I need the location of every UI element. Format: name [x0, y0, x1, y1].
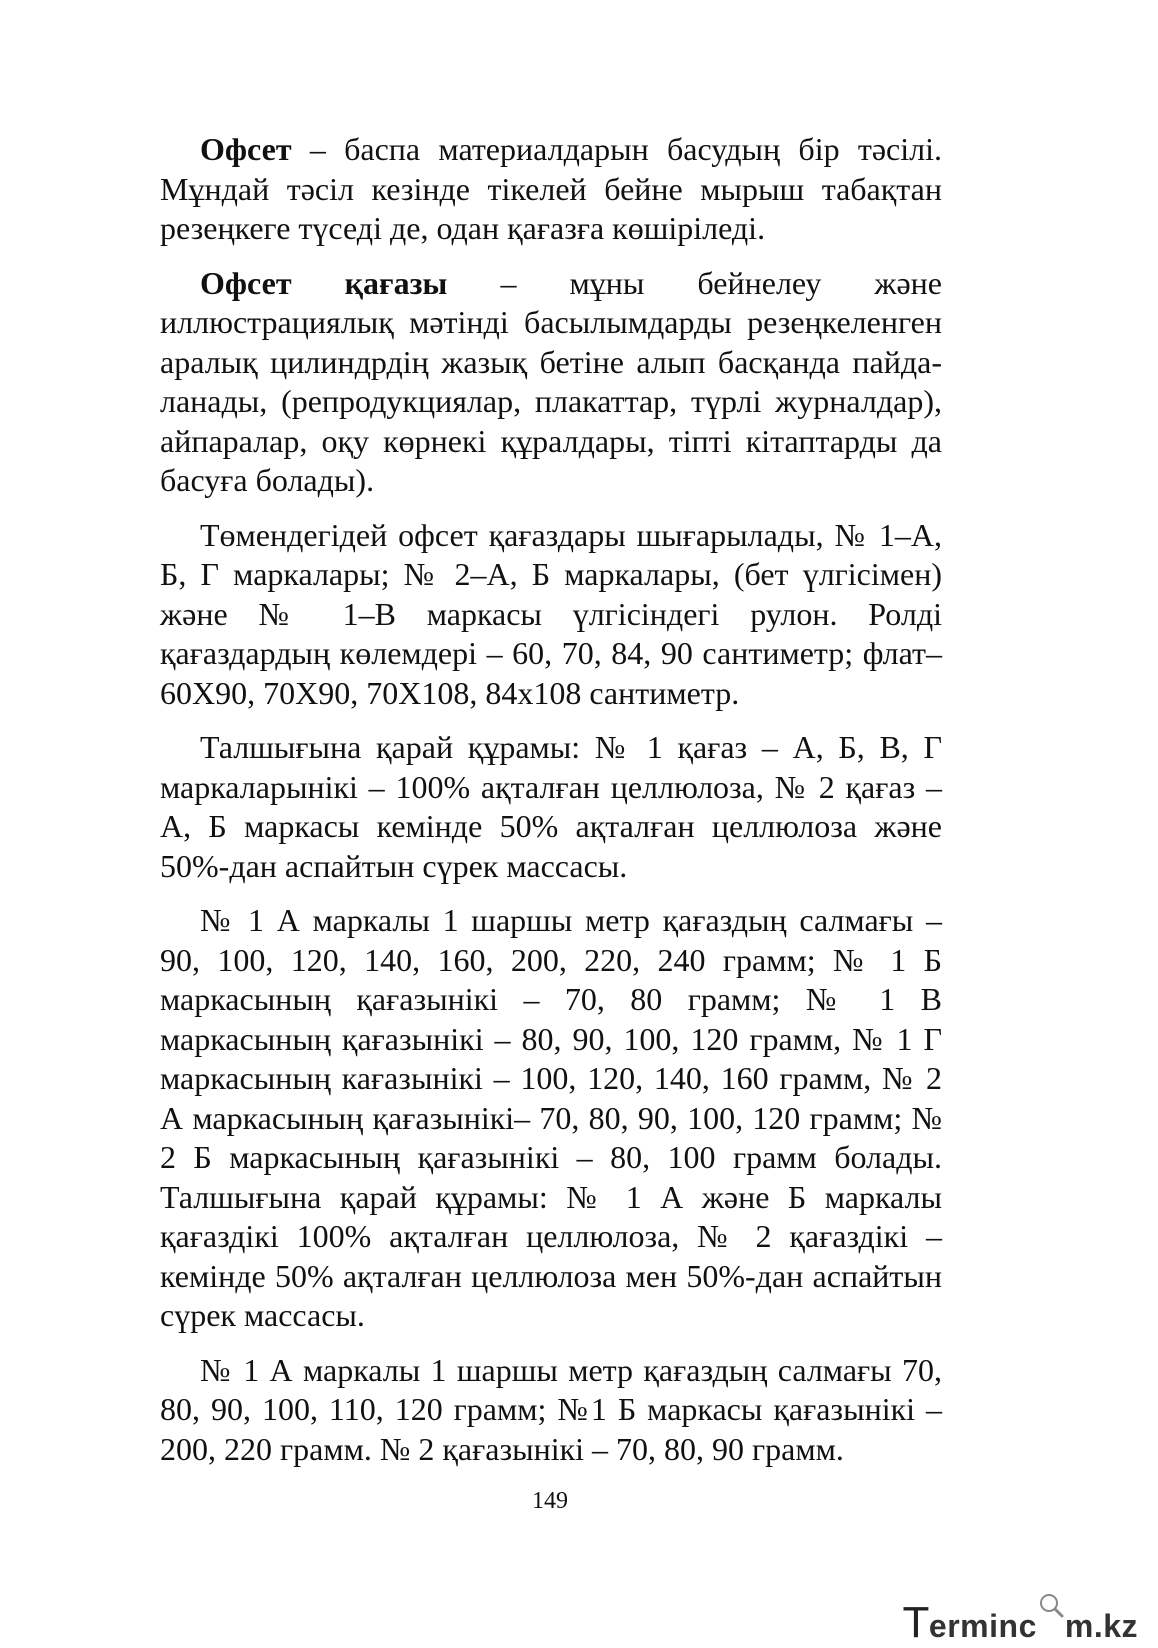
watermark-prefix: T: [902, 1598, 930, 1647]
paragraph-fiber-composition: [160, 728, 942, 886]
paragraph-paper-weights: [160, 901, 942, 1336]
paragraph-text: – мұны бейнелеу және иллюстрациялық мәтінді басылымдарды резеңкеленген аралық цилиндрдің жазық бетіне алып басқанда пайдаланады, (репродукциялар, плакаттар, түрлі журналдар), айпаралар, оқу көрнекі құралдары, тіпті кітаптарды да басуға болады).: [160, 264, 942, 498]
page-body: [160, 130, 942, 1484]
page-number: 149: [532, 1488, 568, 1514]
paragraph-offset: [160, 130, 942, 249]
watermark-middle: erminc: [928, 1608, 1037, 1644]
paragraph-paper-weights-2: [160, 1351, 942, 1470]
term-heading: Офсет: [200, 131, 292, 167]
term-heading: Офсет қағазы: [200, 264, 448, 301]
watermark-suffix: m.kz: [1064, 1608, 1138, 1644]
paragraph-text: № 1 А маркалы 1 шаршы метр қағаздың салмағы 70, 80, 90, 100, 110, 120 грамм; №1 Б маркасы қағазынікі – 200, 220 грамм. № 2 қағазынікі – 70, 80, 90 грамм.: [160, 1351, 942, 1467]
paragraph-text: Талшығына қарай құрамы: № 1 қағаз – А, Б, В, Г маркаларынікі – 100% ақталған целлюлоза, № 2 қағаз – А, Б маркасы кемінде 50% ақталған целлюлоза және 50%-дан аспайтын сүрек массасы.: [160, 729, 942, 884]
paragraph-text: Төмендегідей офсет қағаздары шығарылады, № 1–А, Б, Г маркалары; № 2–А, Б маркалары, (бет үлгісімен) және № 1–В маркасы үлгісіндегі рулон. Ролді қағаздардың көлемдері – 60, 70, 84, 90 сантиметр; флат– 60Х90, 70Х90, 70Х108, 84х108 сантиметр.: [160, 516, 942, 711]
paragraph-paper-types: [160, 516, 942, 714]
paragraph-offset-paper: [160, 264, 942, 501]
paragraph-text: – баспа материалдарын басудың бір тәсілі. Мұндай тәсіл кезінде тікелей бейне мырыш табақтан резеңкеге түседі де, одан қағазға көшіріледі.: [160, 131, 942, 246]
paragraph-text: № 1 А маркалы 1 шаршы метр қағаздың салмағы – 90, 100, 120, 140, 160, 200, 220, 240 грамм; № 1 Б маркасының қағазынікі – 70, 80 грамм; № 1 В маркасының қағазынікі – 80, 90, 100, 120 грамм, № 1 Г маркасының кағазынікі – 100, 120, 140, 160 грамм, № 2 А маркасының қағазынікі– 70, 80, 90, 100, 120 грамм; № 2 Б маркасының қағазынікі – 80, 100 грамм болады. Талшығына қарай құрамы: № 1 А және Б маркалы қағаздікі 100% ақталған целлюлоза, № 2 қағаздікі – кемінде 50% ақталған целлюлоза мен 50%-дан аспайтын сүрек массасы.: [160, 902, 942, 1333]
watermark-logo: [903, 1598, 1138, 1648]
magnifier-icon: [1037, 1609, 1065, 1637]
